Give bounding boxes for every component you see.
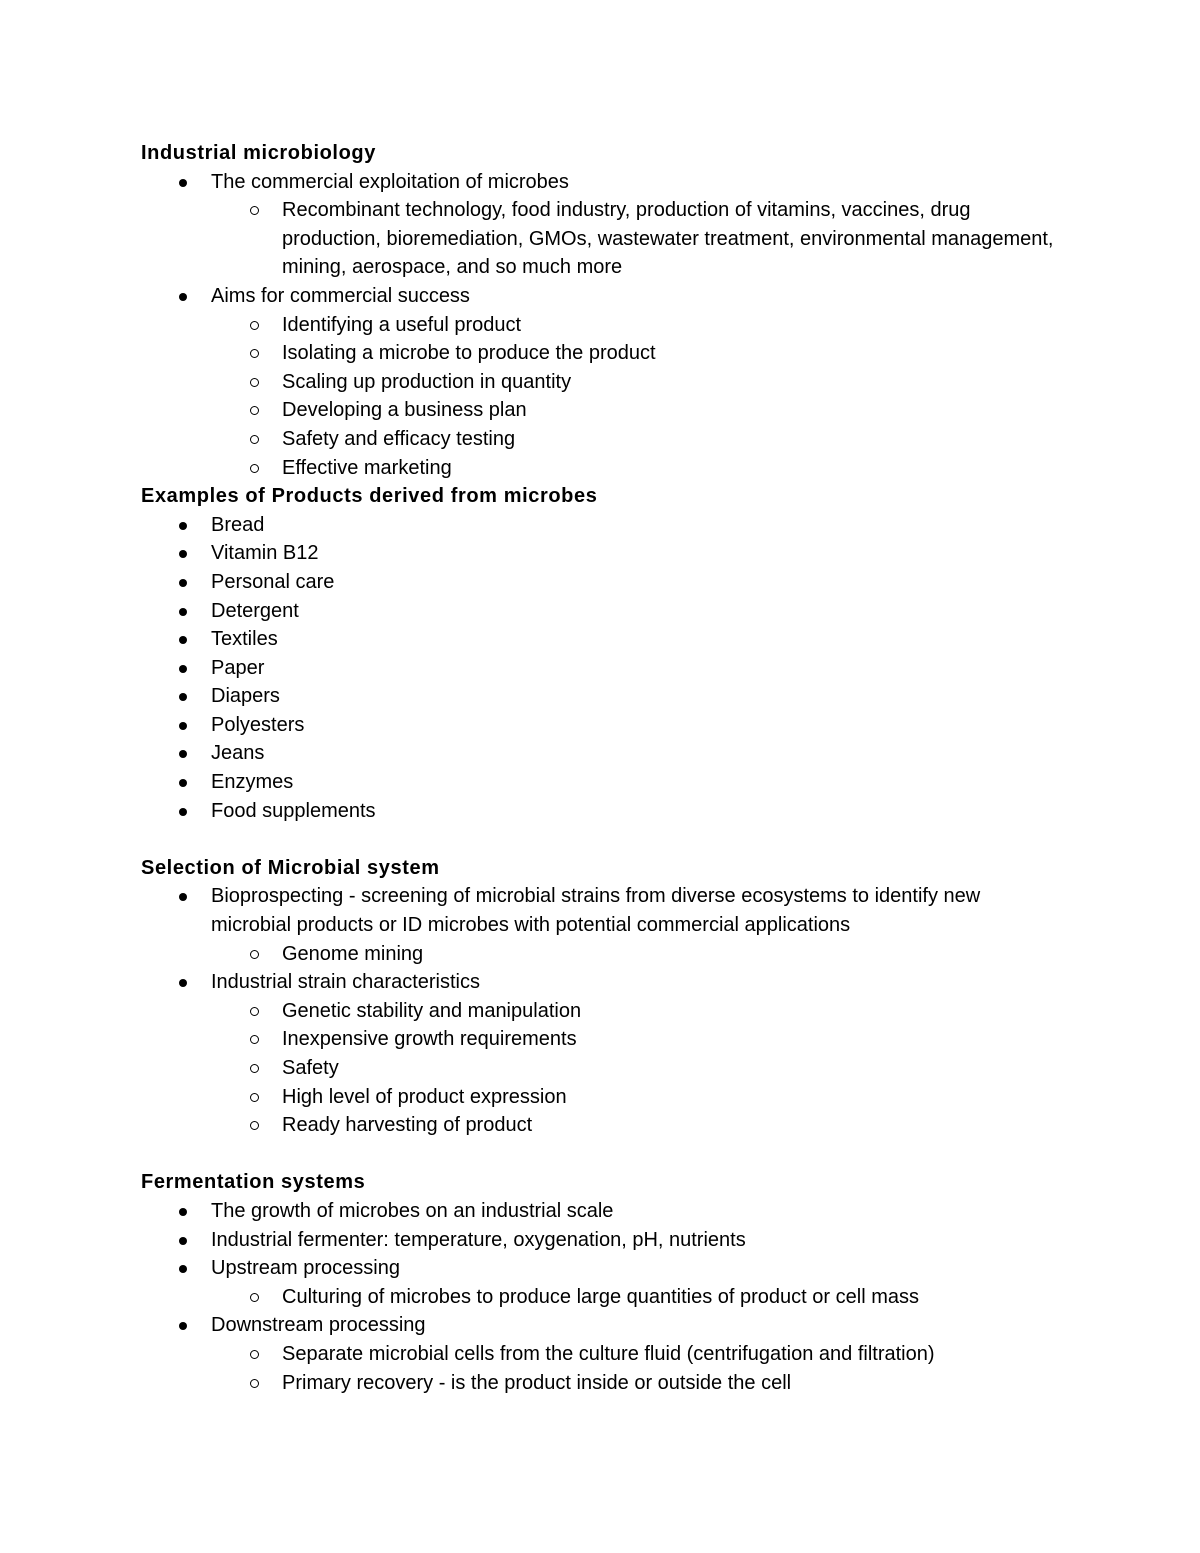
- filled-bullet-icon: [179, 550, 187, 558]
- filled-bullet-icon: [179, 522, 187, 530]
- blank-line: [141, 1140, 1061, 1169]
- sub-list-item-text: Culturing of microbes to produce large quantities of product or cell mass: [282, 1285, 919, 1308]
- list-item: [141, 597, 1061, 626]
- hollow-bullet-icon: [250, 1121, 259, 1130]
- hollow-bullet-icon: [250, 1035, 259, 1044]
- sub-list-item-text: Scaling up production in quantity: [282, 370, 572, 393]
- sub-list-item: [141, 940, 1061, 969]
- list-item: [141, 1197, 1061, 1226]
- filled-bullet-icon: [179, 608, 187, 616]
- list-item: [141, 168, 1061, 197]
- list-item-text: The growth of microbes on an industrial scale: [211, 1199, 614, 1222]
- sub-list-item-text: Ready harvesting of product: [282, 1114, 533, 1137]
- sub-list-item: [141, 339, 1061, 368]
- filled-bullet-icon: [179, 636, 187, 644]
- list-item-text: Detergent: [211, 599, 299, 622]
- list-item: [141, 768, 1061, 797]
- sub-list-item: [141, 1340, 1061, 1369]
- sub-list-item: [141, 1054, 1061, 1083]
- section-fermentation-systems: [141, 1168, 1061, 1397]
- list-item: [141, 568, 1061, 597]
- list-item-text: Upstream processing: [211, 1257, 400, 1280]
- sub-list-item-text: Genome mining: [282, 942, 424, 965]
- hollow-bullet-icon: [250, 206, 259, 215]
- filled-bullet-icon: [179, 579, 187, 587]
- bullet-list: [141, 511, 1061, 826]
- list-item: [141, 625, 1061, 654]
- list-item-text: Personal care: [211, 570, 335, 593]
- list-item-text: Industrial strain characteristics: [211, 971, 480, 994]
- list-item: [141, 511, 1061, 540]
- list-item-text: The commercial exploitation of microbes: [211, 170, 569, 193]
- filled-bullet-icon: [179, 779, 187, 787]
- blank-line: [141, 825, 1061, 854]
- section-examples-of-products: [141, 482, 1061, 825]
- document-page: [141, 139, 1061, 1397]
- sub-list-item-text: Genetic stability and manipulation: [282, 999, 582, 1022]
- filled-bullet-icon: [179, 293, 187, 301]
- hollow-bullet-icon: [250, 1007, 259, 1016]
- list-item: [141, 682, 1061, 711]
- sub-list-item-text: Recombinant technology, food industry, production of vitamins, vaccines, drug production, bioremediation, GMOs, wastewater treatment, environmental management, mining, aerospace, and so much more: [282, 199, 1054, 279]
- filled-bullet-icon: [179, 808, 187, 816]
- sub-list-item: [141, 368, 1061, 397]
- list-item-text: Jeans: [211, 742, 265, 765]
- section-heading: Examples of Products derived from microbes: [141, 485, 598, 508]
- sub-list-item: [141, 1083, 1061, 1112]
- filled-bullet-icon: [179, 750, 187, 758]
- list-item-text: Enzymes: [211, 771, 294, 794]
- filled-bullet-icon: [179, 1322, 187, 1330]
- sub-list-item-text: Safety: [282, 1057, 339, 1079]
- sub-list-item: [141, 1025, 1061, 1054]
- sub-list-item-text: Developing a business plan: [282, 399, 527, 422]
- filled-bullet-icon: [179, 665, 187, 673]
- filled-bullet-icon: [179, 179, 187, 187]
- section-selection-of-microbial-system: [141, 854, 1061, 1140]
- list-item: [141, 1254, 1061, 1283]
- list-item: [141, 797, 1061, 826]
- section-industrial-microbiology: [141, 139, 1061, 482]
- sub-list-item-text: Safety and efficacy testing: [282, 427, 516, 450]
- list-item-text: Industrial fermenter: temperature, oxygenation, pH, nutrients: [211, 1228, 746, 1251]
- hollow-bullet-icon: [250, 1350, 259, 1359]
- sub-list-item-text: Identifying a useful product: [282, 313, 522, 336]
- section-heading: Selection of Microbial system: [141, 856, 440, 879]
- list-item-text: Diapers: [211, 685, 280, 708]
- list-item-text: Bioprospecting - screening of microbial strains from diverse ecosystems to identify new microbial products or ID microbes with potential commercial applications: [211, 885, 981, 937]
- hollow-bullet-icon: [250, 349, 259, 358]
- filled-bullet-icon: [179, 693, 187, 701]
- hollow-bullet-icon: [250, 464, 259, 473]
- section-heading: Fermentation systems: [141, 1171, 366, 1194]
- hollow-bullet-icon: [250, 1379, 259, 1388]
- filled-bullet-icon: [179, 1237, 187, 1245]
- sub-list-item-text: Inexpensive growth requirements: [282, 1028, 577, 1051]
- hollow-bullet-icon: [250, 378, 259, 387]
- hollow-bullet-icon: [250, 1064, 259, 1073]
- hollow-bullet-icon: [250, 321, 259, 330]
- list-item-text: Vitamin B12: [211, 542, 319, 565]
- bullet-list: [141, 882, 1061, 1139]
- list-item-text: Polyesters: [211, 713, 305, 736]
- filled-bullet-icon: [179, 1208, 187, 1216]
- list-item: [141, 282, 1061, 311]
- filled-bullet-icon: [179, 893, 187, 901]
- sub-list-item: [141, 396, 1061, 425]
- list-item: [141, 968, 1061, 997]
- sub-list-item: [141, 196, 1061, 282]
- sub-list-item-text: High level of product expression: [282, 1085, 567, 1108]
- sub-list-item-text: Effective marketing: [282, 456, 452, 479]
- bullet-list: [141, 1197, 1061, 1397]
- filled-bullet-icon: [179, 722, 187, 730]
- filled-bullet-icon: [179, 979, 187, 987]
- hollow-bullet-icon: [250, 1293, 259, 1302]
- sub-list-item-text: Primary recovery - is the product inside or outside the cell: [282, 1371, 792, 1394]
- list-item: [141, 654, 1061, 683]
- list-item: [141, 539, 1061, 568]
- list-item-text: Textiles: [211, 628, 278, 651]
- list-item-text: Food supplements: [211, 799, 376, 822]
- hollow-bullet-icon: [250, 435, 259, 444]
- list-item: [141, 882, 1061, 939]
- hollow-bullet-icon: [250, 950, 259, 959]
- sub-list-item: [141, 1283, 1061, 1312]
- sub-list-item-text: Isolating a microbe to produce the product: [282, 342, 656, 365]
- list-item-text: Bread: [211, 513, 265, 536]
- list-item-text: Paper: [211, 656, 265, 679]
- bullet-list: [141, 168, 1061, 483]
- sub-list-item: [141, 1111, 1061, 1140]
- sub-list-item-text: Separate microbial cells from the culture fluid (centrifugation and filtration): [282, 1342, 935, 1365]
- sub-list-item: [141, 311, 1061, 340]
- list-item-text: Aims for commercial success: [211, 284, 470, 307]
- hollow-bullet-icon: [250, 406, 259, 415]
- list-item-text: Downstream processing: [211, 1314, 426, 1337]
- list-item: [141, 1226, 1061, 1255]
- sub-list-item: [141, 997, 1061, 1026]
- sub-list-item: [141, 1369, 1061, 1398]
- sub-list-item: [141, 454, 1061, 483]
- section-heading: Industrial microbiology: [141, 142, 376, 164]
- sub-list-item: [141, 425, 1061, 454]
- hollow-bullet-icon: [250, 1093, 259, 1102]
- filled-bullet-icon: [179, 1265, 187, 1273]
- list-item: [141, 711, 1061, 740]
- list-item: [141, 739, 1061, 768]
- list-item: [141, 1311, 1061, 1340]
